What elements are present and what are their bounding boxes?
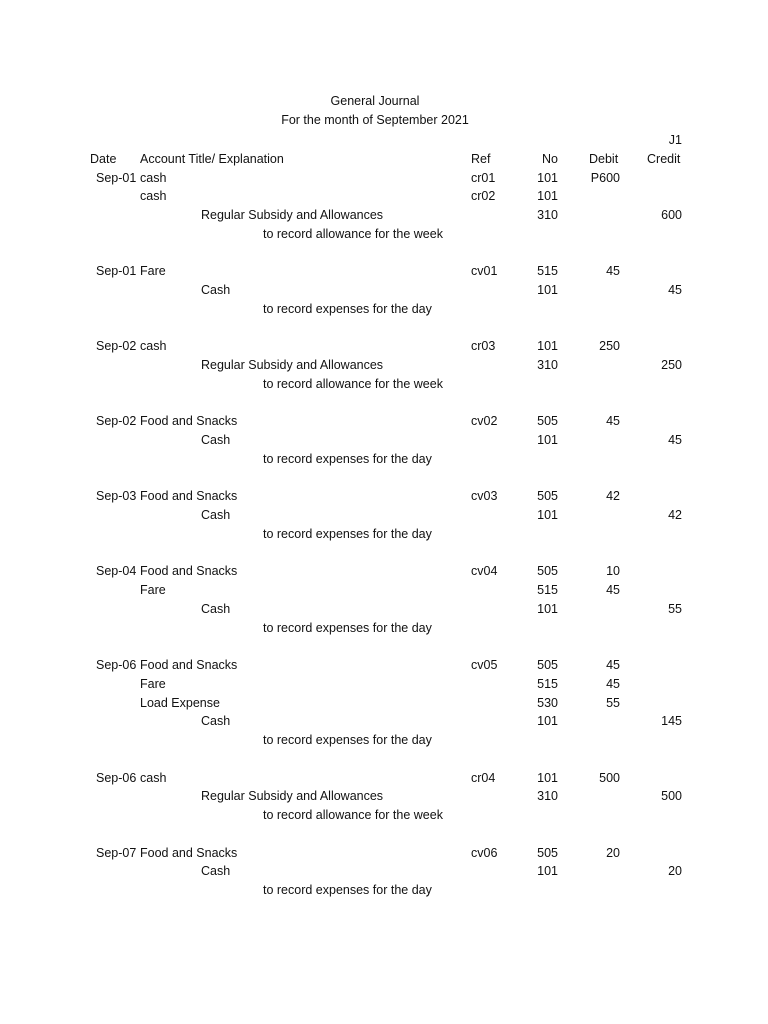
row-account-no: 515: [537, 583, 558, 597]
spacer-row: [0, 469, 768, 488]
row-account-no: 101: [537, 714, 558, 729]
row-account: Fare: [140, 583, 166, 597]
row-account: Cash: [201, 714, 231, 729]
row-ref: cr02: [471, 189, 496, 204]
table-row: [0, 450, 768, 469]
table-row: [0, 487, 768, 506]
row-account: Fare: [140, 676, 166, 691]
row-ref: cv04: [471, 564, 498, 579]
row-account-no: 310: [537, 208, 558, 222]
row-account-no: 101: [537, 864, 558, 879]
row-debit: P600: [590, 170, 620, 185]
row-account: to record allowance for the week: [263, 808, 443, 822]
row-account: cash: [140, 339, 167, 354]
header-account: Account Title/ Explanation: [140, 151, 284, 166]
header-debit: Debit: [589, 151, 619, 166]
row-debit: 42: [606, 489, 620, 504]
row-account: to record allowance for the week: [263, 376, 443, 391]
row-account-no: 101: [537, 601, 558, 616]
spacer-row: [0, 244, 768, 263]
table-row: [0, 281, 768, 300]
row-debit: 55: [606, 695, 620, 710]
table-row: [0, 187, 768, 206]
table-row: [0, 206, 768, 225]
row-date: Sep-01: [96, 170, 137, 185]
row-date: Sep-04: [96, 564, 137, 579]
table-row: [0, 412, 768, 431]
row-ref: cv01: [471, 264, 498, 279]
row-account: to record expenses for the day: [263, 301, 432, 316]
row-ref: cv02: [471, 414, 498, 429]
header-ref: Ref: [471, 151, 491, 166]
table-row: [0, 881, 768, 900]
row-account-no: 505: [537, 658, 558, 672]
row-account-no: 101: [537, 283, 558, 297]
row-date: Sep-02: [96, 414, 137, 429]
table-row: [0, 562, 768, 581]
row-account: to record expenses for the day: [263, 733, 432, 747]
journal-page-number: J1: [668, 133, 682, 147]
row-account: Food and Snacks: [140, 658, 238, 672]
spacer-row: [0, 750, 768, 769]
table-row: [0, 712, 768, 731]
row-ref: cv06: [471, 845, 498, 860]
row-credit: 42: [668, 508, 682, 522]
row-account-no: 101: [537, 770, 558, 785]
journal-table: [0, 131, 768, 900]
row-account-no: 505: [537, 414, 558, 429]
table-row: [0, 600, 768, 619]
row-debit: 250: [599, 339, 620, 354]
row-debit: 20: [606, 845, 620, 860]
table-row: [0, 300, 768, 319]
row-account: cash: [140, 770, 167, 785]
row-account: Regular Subsidy and Allowances: [201, 358, 384, 372]
row-credit: 55: [668, 601, 682, 616]
row-account-no: 101: [537, 170, 558, 185]
table-row: [0, 769, 768, 788]
row-account-no: 310: [537, 358, 558, 372]
table-header-row: [0, 150, 768, 169]
table-row: [0, 731, 768, 750]
row-debit: 45: [606, 658, 620, 672]
row-account: Food and Snacks: [140, 845, 238, 860]
row-account-no: 101: [537, 189, 558, 204]
row-ref: cr01: [471, 170, 496, 185]
row-credit: 45: [668, 283, 682, 297]
table-row: [0, 506, 768, 525]
table-row: [0, 675, 768, 694]
row-credit: 600: [661, 208, 682, 222]
table-row: [0, 431, 768, 450]
table-row: [0, 262, 768, 281]
row-account: Cash: [201, 864, 231, 879]
journal-rows: [0, 169, 768, 900]
row-account: Cash: [201, 283, 231, 297]
row-account: to record allowance for the week: [263, 226, 443, 241]
header-date: Date: [90, 151, 117, 166]
row-account-no: 515: [537, 264, 558, 279]
table-row: [0, 806, 768, 825]
row-debit: 10: [606, 564, 620, 579]
row-account: to record expenses for the day: [263, 451, 432, 466]
row-ref: cr04: [471, 770, 496, 785]
row-date: Sep-01: [96, 264, 137, 279]
row-credit: 145: [661, 714, 682, 729]
table-row: [0, 656, 768, 675]
row-account-no: 101: [537, 508, 558, 522]
table-row: [0, 787, 768, 806]
row-account: cash: [140, 189, 167, 204]
row-account-no: 505: [537, 564, 558, 579]
table-row: [0, 375, 768, 394]
row-credit: 20: [668, 864, 682, 879]
spacer-row: [0, 544, 768, 563]
spacer-row: [0, 825, 768, 844]
table-row: [0, 694, 768, 713]
row-account-no: 530: [537, 695, 558, 710]
row-account-no: 101: [537, 339, 558, 354]
row-account-no: 505: [537, 489, 558, 504]
row-account-no: 505: [537, 845, 558, 860]
row-account: cash: [140, 170, 167, 185]
row-account: Cash: [201, 508, 231, 522]
page-subtitle: For the month of September 2021: [281, 113, 469, 127]
row-ref: cv03: [471, 489, 498, 504]
row-date: Sep-02: [96, 339, 137, 354]
spacer-row: [0, 319, 768, 338]
row-account: Cash: [201, 433, 231, 447]
row-credit: 250: [661, 358, 682, 372]
row-date: Sep-07: [96, 845, 137, 860]
row-ref: cr03: [471, 339, 496, 354]
spacer-row: [0, 637, 768, 656]
row-account-no: 310: [537, 789, 558, 804]
row-credit: 500: [661, 789, 682, 804]
row-account-no: 101: [537, 433, 558, 447]
spacer-row: [0, 394, 768, 413]
journal-page-ref-row: [0, 131, 768, 150]
row-account: Load Expense: [140, 695, 220, 710]
row-account: Food and Snacks: [140, 564, 238, 579]
row-account: to record expenses for the day: [263, 620, 432, 635]
row-account: Fare: [140, 264, 166, 279]
table-row: [0, 356, 768, 375]
header-no: No: [542, 151, 558, 166]
table-row: [0, 225, 768, 244]
table-row: [0, 844, 768, 863]
row-debit: 45: [606, 583, 620, 597]
row-account: Cash: [201, 601, 231, 616]
table-row: [0, 862, 768, 881]
row-date: Sep-06: [96, 770, 137, 785]
table-row: [0, 337, 768, 356]
row-ref: cv05: [471, 658, 498, 672]
row-account: to record expenses for the day: [263, 883, 432, 897]
table-row: [0, 581, 768, 600]
row-account: Food and Snacks: [140, 414, 238, 429]
row-debit: 500: [599, 770, 620, 785]
row-account: Regular Subsidy and Allowances: [201, 789, 384, 804]
header-credit: Credit: [647, 151, 681, 166]
row-account-no: 515: [537, 676, 558, 691]
row-credit: 45: [668, 433, 682, 447]
row-debit: 45: [606, 414, 620, 429]
row-account: Food and Snacks: [140, 489, 238, 504]
row-debit: 45: [606, 676, 620, 691]
row-debit: 45: [606, 264, 620, 279]
row-date: Sep-06: [96, 658, 137, 672]
row-date: Sep-03: [96, 489, 137, 504]
row-account: to record expenses for the day: [263, 526, 432, 541]
table-row: [0, 169, 768, 188]
table-row: [0, 525, 768, 544]
table-row: [0, 619, 768, 638]
page-title: General Journal: [330, 94, 420, 108]
row-account: Regular Subsidy and Allowances: [201, 208, 384, 222]
